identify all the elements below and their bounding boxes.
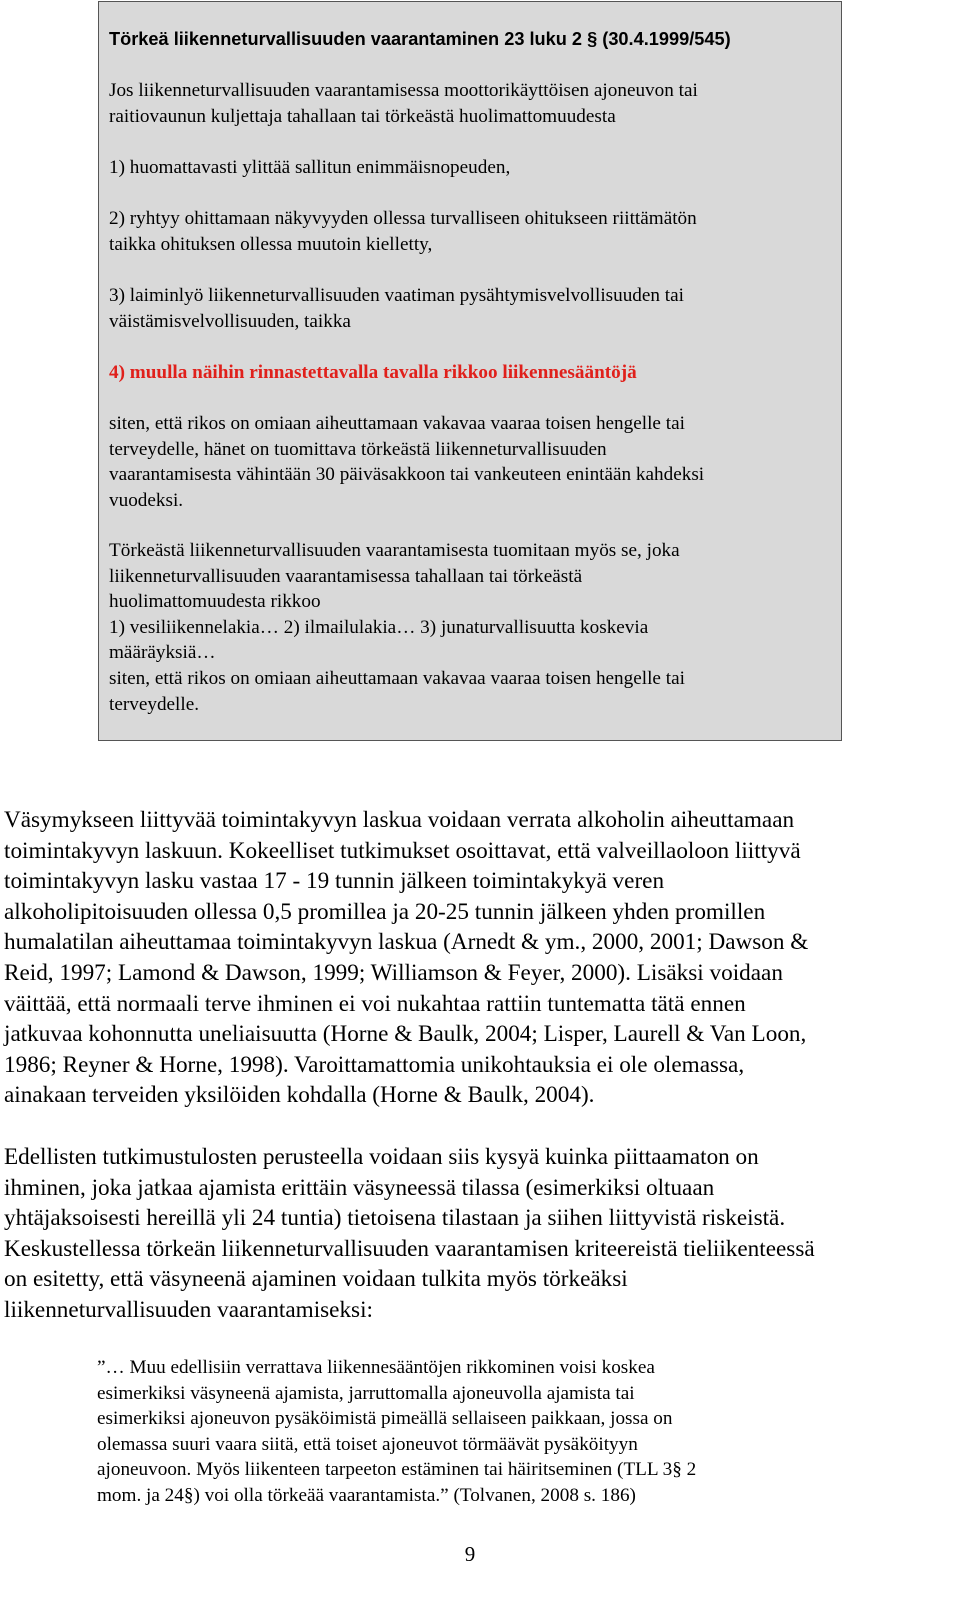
text-line: Keskustellessa törkeän liikenneturvallisuuden vaarantamisen kriteereistä tieliikenteessä (4, 1235, 815, 1262)
text-line: toimintakyvyn laskuun. Kokeelliset tutkimukset osoittavat, että valveillaoloon liittyvä (4, 837, 801, 864)
text-line: huolimattomuudesta rikkoo (109, 591, 321, 613)
text-line: ”… Muu edellisiin verrattava liikennesääntöjen rikkominen voisi koskea (97, 1357, 655, 1378)
text-line: Jos liikenneturvallisuuden vaarantamisessa moottorikäyttöisen ajoneuvon tai (109, 80, 698, 101)
text-line: siten, että rikos on omiaan aiheuttamaan vakavaa vaaraa toisen hengelle tai (109, 413, 685, 434)
text-line: esimerkiksi ajoneuvon pysäköimistä pimeällä sellaiseen paikkaan, jossa on (97, 1408, 673, 1430)
text-line: terveydelle, hänet on tuomittava törkeästä liikenneturvallisuuden (109, 438, 607, 460)
block-quote (97, 1355, 817, 1509)
text-line: väistämisvelvollisuuden, taikka (109, 310, 351, 332)
law-box-item-2 (109, 206, 829, 257)
text-line: on esitetty, että väsyneenä ajaminen voidaan tulkita myös törkeäksi (4, 1266, 628, 1293)
law-box-item-3 (109, 283, 829, 334)
law-box-title: Törkeä liikenneturvallisuuden vaarantaminen 23 luku 2 § (30.4.1999/545) (109, 29, 731, 49)
law-box-item-4-highlighted: 4) muulla näihin rinnastettavalla tavalla rikkoo liikennesääntöjä (109, 362, 637, 383)
body-paragraph-2 (4, 1142, 949, 1326)
body-paragraph-1 (4, 805, 949, 1111)
law-box-second-paragraph (109, 538, 829, 717)
law-box-item-1: 1) huomattavasti ylittää sallitun enimmäisnopeuden, (109, 157, 511, 178)
text-line: esimerkiksi väsyneenä ajamista, jarruttomalla ajoneuvolla ajamista tai (97, 1382, 635, 1404)
text-line: raitiovaunun kuljettaja tahallaan tai törkeästä huolimattomuudesta (109, 105, 616, 127)
text-line: yhtäjaksoisesti hereillä yli 24 tuntia) tietoisena tilastaan ja siihen liittyvistä riskeistä. (4, 1205, 786, 1232)
page-number: 9 (464, 1542, 476, 1566)
text-line: Reid, 1997; Lamond & Dawson, 1999; Williamson & Feyer, 2000). Lisäksi voidaan (4, 959, 783, 986)
text-line: siten, että rikos on omiaan aiheuttamaan vakavaa vaaraa toisen hengelle tai (109, 667, 685, 689)
text-line: Väsymykseen liittyvää toimintakyvyn laskua voidaan verrata alkoholin aiheuttamaan (4, 807, 795, 833)
text-line: taikka ohituksen ollessa muutoin kielletty, (109, 233, 433, 255)
law-box-intro (109, 78, 829, 129)
text-line: Törkeästä liikenneturvallisuuden vaarantamisesta tuomitaan myös se, joka (109, 540, 680, 561)
text-line: mom. ja 24§) voi olla törkeää vaarantamista.” (Tolvanen, 2008 s. 186) (97, 1484, 636, 1506)
text-line: määräyksiä… (109, 642, 216, 664)
text-line: vuodeksi. (109, 489, 184, 511)
text-line: 3) laiminlyö liikenneturvallisuuden vaatiman pysähtymisvelvollisuuden tai (109, 285, 684, 306)
text-line: 1) vesiliikennelakia… 2) ilmailulakia… 3) junaturvallisuutta koskevia (109, 616, 649, 638)
law-box-consequence (109, 411, 829, 513)
text-line: Edellisten tutkimustulosten perusteella voidaan siis kysyä kuinka piittaamaton on (4, 1144, 759, 1170)
text-line: alkoholipitoisuuden ollessa 0,5 promillea ja 20-25 tunnin jälkeen yhden promillen (4, 898, 766, 925)
text-line: ajoneuvoon. Myös liikenteen tarpeeton estäminen tai häiritseminen (TLL 3§ 2 (97, 1459, 697, 1481)
text-line: ainakaan terveiden yksilöiden kohdalla (Horne & Baulk, 2004). (4, 1082, 595, 1109)
text-line: väittää, että normaali terve ihminen ei voi nukahtaa rattiin tuntematta tätä ennen (4, 990, 746, 1017)
text-line: liikenneturvallisuuden vaarantamiseksi: (4, 1296, 373, 1323)
text-line: jatkuvaa kohonnutta uneliaisuutta (Horne & Baulk, 2004; Lisper, Laurell & Van Loon, (4, 1021, 807, 1048)
text-line: ihminen, joka jatkaa ajamista erittäin väsyneessä tilassa (esimerkiksi oltuaan (4, 1174, 715, 1201)
text-line: terveydelle. (109, 693, 200, 715)
text-line: olemassa suuri vaara siitä, että toiset ajoneuvot törmäävät pysäköityyn (97, 1433, 638, 1455)
text-line: 2) ryhtyy ohittamaan näkyvyyden ollessa turvalliseen ohitukseen riittämätön (109, 208, 697, 229)
text-line: humalatilan aiheuttamaa toimintakyvyn laskua (Arnedt & ym., 2000, 2001; Dawson & (4, 929, 809, 956)
text-line: 1986; Reyner & Horne, 1998). Varoittamattomia unikohtauksia ei ole olemassa, (4, 1051, 745, 1078)
text-line: liikenneturvallisuuden vaarantamisessa tahallaan tai törkeästä (109, 565, 583, 587)
text-line: vaarantamisesta vähintään 30 päiväsakkoon tai vankeuteen enintään kahdeksi (109, 464, 705, 486)
text-line: toimintakyvyn lasku vastaa 17 - 19 tunnin jälkeen toimintakykyä veren (4, 868, 665, 895)
